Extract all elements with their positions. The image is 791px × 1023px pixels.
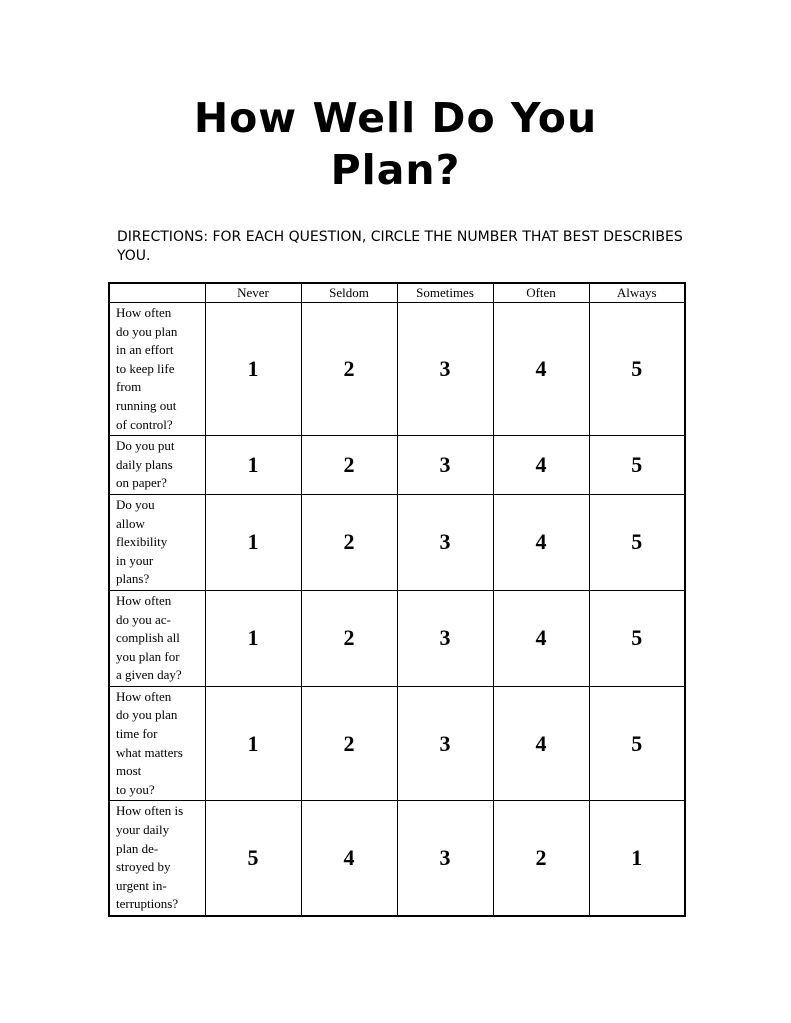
table-row [109, 590, 685, 686]
score-option[interactable]: 1 [589, 801, 685, 916]
question-cell: How often do you plan in an effort to keep life from running out of control? [109, 303, 205, 436]
question-cell: How often is your daily plan de- stroyed by urgent in- terruptions? [109, 801, 205, 916]
score-option[interactable]: 2 [301, 303, 397, 436]
question-cell: How often do you ac- complish all you plan for a given day? [109, 590, 205, 686]
score-option[interactable]: 2 [301, 590, 397, 686]
score-option[interactable]: 4 [493, 590, 589, 686]
question-cell: Do you put daily plans on paper? [109, 436, 205, 495]
score-option[interactable]: 4 [493, 436, 589, 495]
score-option[interactable]: 1 [205, 590, 301, 686]
score-option[interactable]: 3 [397, 303, 493, 436]
score-option[interactable]: 2 [301, 686, 397, 801]
question-cell: Do you allow flexibility in your plans? [109, 494, 205, 590]
score-option[interactable]: 1 [205, 436, 301, 495]
score-option[interactable]: 2 [301, 436, 397, 495]
score-option[interactable]: 5 [589, 494, 685, 590]
score-option[interactable]: 5 [589, 590, 685, 686]
header-seldom: Seldom [301, 283, 397, 303]
header-often: Often [493, 283, 589, 303]
score-option[interactable]: 3 [397, 801, 493, 916]
score-option[interactable]: 3 [397, 686, 493, 801]
score-option[interactable]: 5 [205, 801, 301, 916]
table-row [109, 436, 685, 495]
header-sometimes: Sometimes [397, 283, 493, 303]
score-option[interactable]: 3 [397, 494, 493, 590]
header-never: Never [205, 283, 301, 303]
score-option[interactable]: 3 [397, 436, 493, 495]
score-option[interactable]: 2 [301, 494, 397, 590]
directions-text: DIRECTIONS: FOR EACH QUESTION, CIRCLE THE NUMBER THAT BEST DESCRIBES YOU. [117, 229, 683, 264]
score-option[interactable]: 3 [397, 590, 493, 686]
score-option[interactable]: 5 [589, 436, 685, 495]
score-option[interactable]: 5 [589, 686, 685, 801]
title-line-2: Plan? [330, 146, 461, 194]
question-cell: How often do you plan time for what matters most to you? [109, 686, 205, 801]
table-row [109, 494, 685, 590]
score-option[interactable]: 4 [301, 801, 397, 916]
score-option[interactable]: 5 [589, 303, 685, 436]
score-option[interactable]: 4 [493, 494, 589, 590]
score-option[interactable]: 1 [205, 494, 301, 590]
score-option[interactable]: 1 [205, 303, 301, 436]
table-row [109, 686, 685, 801]
score-option[interactable]: 4 [493, 686, 589, 801]
header-always: Always [589, 283, 685, 303]
header-blank [109, 283, 205, 303]
score-option[interactable]: 4 [493, 303, 589, 436]
score-option[interactable]: 2 [493, 801, 589, 916]
title-line-1: How Well Do You [193, 94, 598, 142]
header-row [109, 283, 685, 303]
table-row [109, 801, 685, 916]
score-option[interactable]: 1 [205, 686, 301, 801]
table-row [109, 303, 685, 436]
survey-table [108, 282, 686, 917]
page-title [0, 92, 791, 196]
